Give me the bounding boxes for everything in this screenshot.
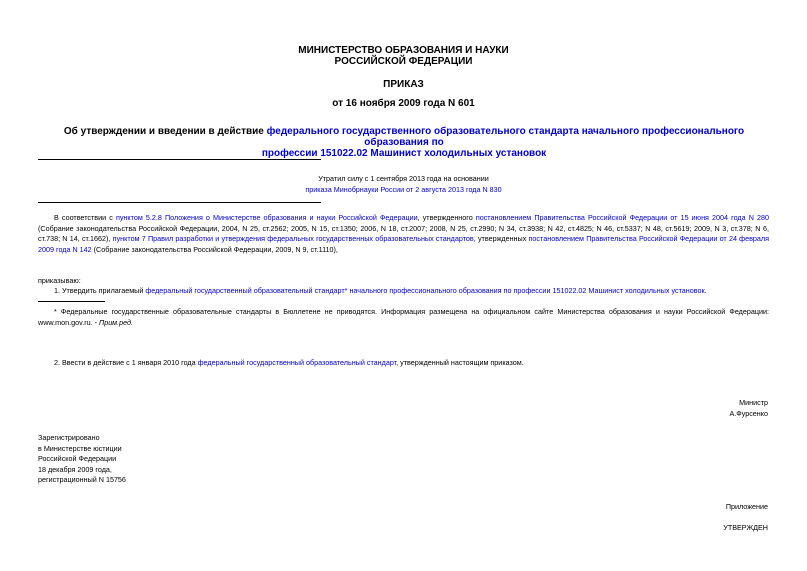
divider-bottom — [38, 202, 321, 203]
link-standard-item-2[interactable]: федеральный государственный образовательный стандарт — [197, 358, 397, 367]
registration-line: Зарегистрировано — [38, 433, 100, 442]
title-prefix: Об утверждении и введении в действие — [63, 126, 267, 137]
editor-note: Прим.ред. — [98, 317, 133, 327]
signature-position: Министр — [739, 398, 768, 407]
ministry-header — [200, 45, 607, 67]
title-link-part-1[interactable]: федерального государственного образовательного стандарта начального профессионального образования по — [266, 126, 745, 148]
footnote-divider — [38, 301, 105, 302]
link-government-decree-280[interactable]: постановлением Правительства Российской Федерации от 15 июня 2004 года N 280 — [475, 213, 769, 222]
registration-line: Российской Федерации — [38, 454, 117, 464]
registration-block — [38, 433, 238, 486]
divider-top — [38, 159, 321, 160]
ministry-line-2: РОССИЙСКОЙ ФЕДЕРАЦИИ — [334, 56, 473, 67]
status-link[interactable]: приказа Минобрнауки России от 2 августа 2013 года N 830 — [305, 184, 502, 194]
registration-line: в Министерстве юстиции — [38, 443, 122, 453]
doc-date-number: от 16 ноября 2009 года N 601 — [332, 98, 475, 109]
document-title — [40, 126, 768, 159]
registration-line: 18 декабря 2009 года, — [38, 464, 112, 474]
order-word: приказываю: — [38, 276, 81, 285]
appendix-approved: УТВЕРЖДЕН — [723, 523, 768, 532]
link-standard-item-1[interactable]: федеральный государственный образовательный стандарт — [145, 286, 345, 295]
ministry-line-1: МИНИСТЕРСТВО ОБРАЗОВАНИЯ И НАУКИ — [298, 45, 509, 56]
registration-line: регистрационный N 15756 — [38, 475, 126, 485]
link-standard-item-1-tail[interactable]: * начального профессионального образования по профессии 151022.02 Машинист холодильных установок — [344, 286, 705, 295]
doc-type: ПРИКАЗ — [383, 79, 424, 90]
order-item-1: 1. Утвердить прилагаемый федеральный государственный образовательный стандарт* начального профессионального образования по профессии 151022.02 Машинист холодильных установок. — [54, 286, 707, 295]
footnote: * Федеральные государственные образовательные стандарты в Бюллетене не приводятся. Информация размещена на официальном сайте Министерства образования и науки Российской Федерации: www.mon.gov.ru. - Прим.ред. — [38, 307, 769, 327]
appendix-label: Приложение — [725, 502, 768, 511]
order-item-2: 2. Ввести в действие с 1 января 2010 года федеральный государственный образовательный стандарт, утвержденный настоящим приказом. — [54, 358, 524, 367]
link-government-decree-142[interactable]: постановлением Правительства Российской Федерации от 24 февраля 2009 года N 142 — [38, 234, 769, 254]
title-link-part-2[interactable]: профессии 151022.02 Машинист холодильных установок — [261, 148, 547, 159]
title-line-1 — [40, 126, 768, 148]
link-rules-clause-7[interactable]: пунктом 7 Правил разработки и утверждения федеральных государственных образовательных стандартов — [112, 234, 474, 244]
link-regulation-clause[interactable]: пунктом 5.2.8 Положения о Министерстве образования и науки Российской Федерации — [115, 213, 418, 222]
signature-block — [600, 398, 768, 419]
preamble-paragraph: В соответствии с пунктом 5.2.8 Положения о Министерстве образования и науки Российской Федерации, утвержденного постановлением Правительства Российской Федерации от 15 июня 2004 года N 280 (Собрание законодательства Российской Федерации, 2004, N 25, ст.2562; 2005, N 15, ст.1350; 2006, N 18, ст.2007; 2008, N 25, ст.2990; N 34, ст.3938; N 42, ст.4825; N 46, ст.5337; N 48, ст.5619; 2009, N 3, ст.378; N 6, ст.738; N 14, ст.1662), пунктом 7 Правил разработки и утверждения федеральных государственных образовательных стандартов, утвержденных постановлением Правительства Российской Федерации от 24 февраля 2009 года N 142 (Собрание законодательства Российской Федерации, 2009, N 9, ст.1110), — [38, 213, 769, 254]
status-line: Утратил силу с 1 сентября 2013 года на основании — [318, 174, 489, 183]
status-note — [200, 174, 607, 195]
signature-name: А.Фурсенко — [729, 408, 768, 418]
